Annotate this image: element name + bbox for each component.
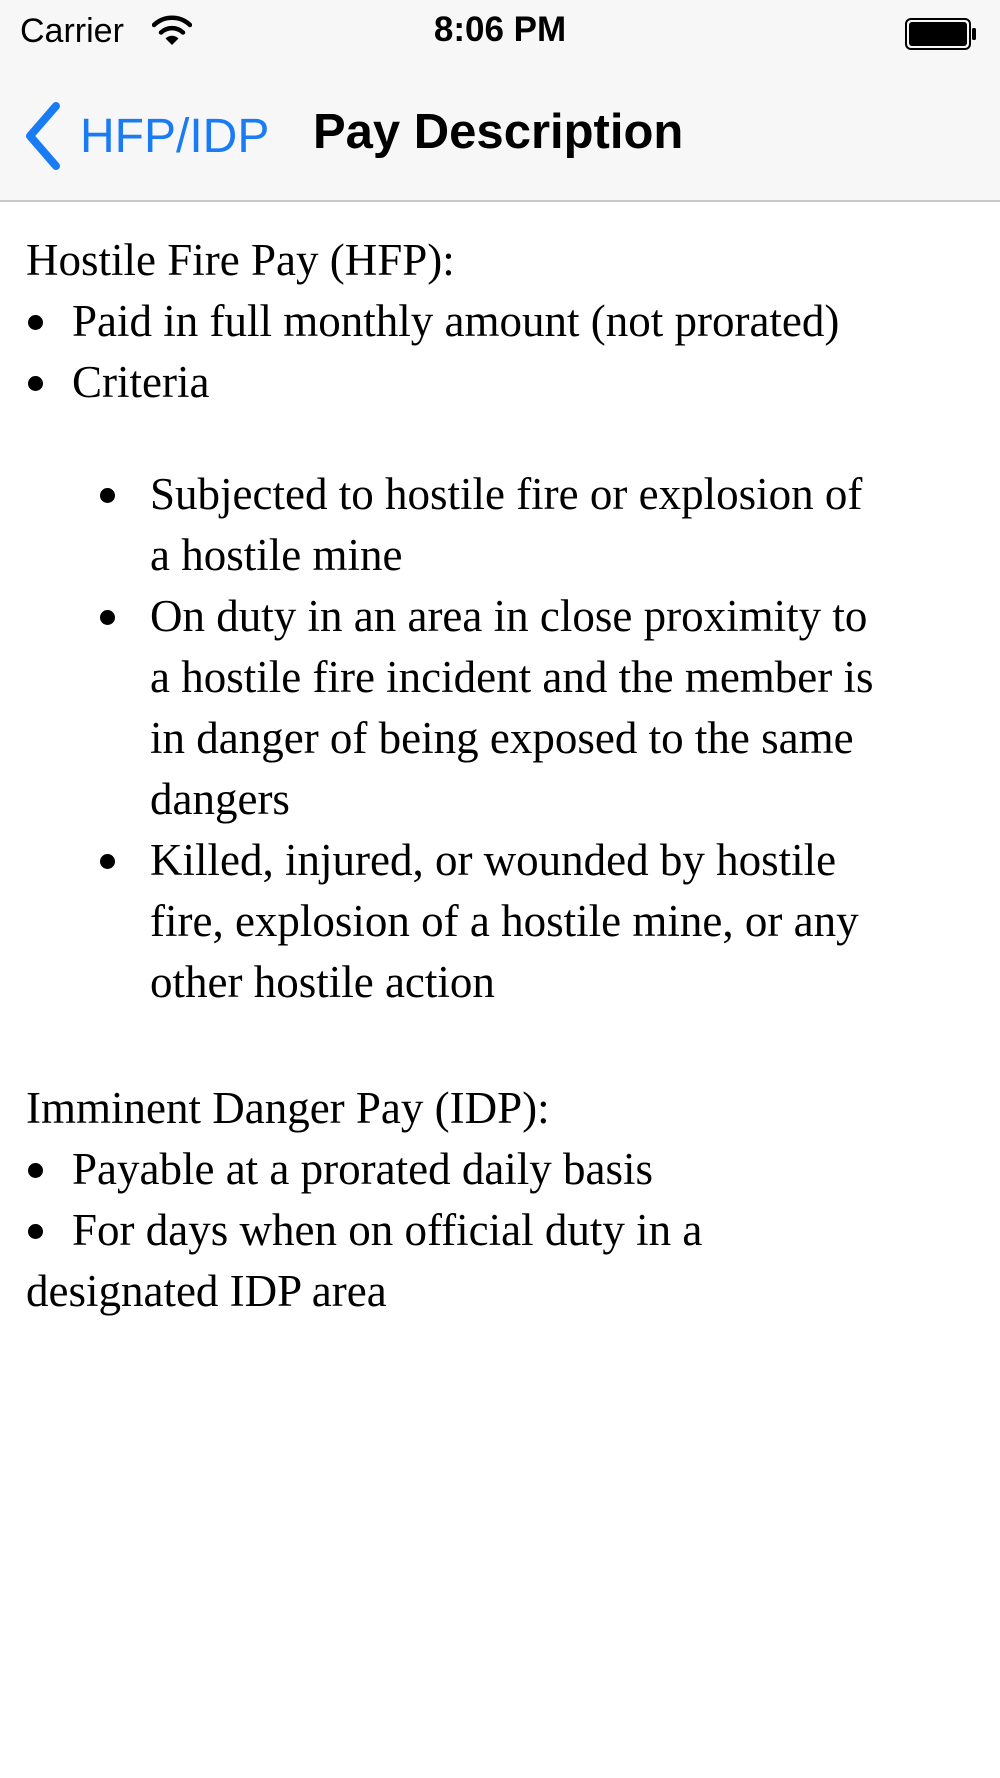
navigation-bar (0, 70, 1000, 202)
criteria-line: On duty in an area in close proximity to (150, 591, 868, 641)
chevron-left-icon (22, 100, 62, 172)
bullet-icon (28, 1224, 43, 1239)
status-bar (0, 0, 1000, 70)
criteria-line: Killed, injured, or wounded by hostile (150, 835, 837, 885)
status-time: 8:06 PM (433, 10, 567, 49)
bullet-icon (100, 854, 115, 869)
list-item-text: Paid in full monthly amount (not prorated) (72, 296, 840, 346)
bullet-icon (28, 376, 43, 391)
criteria-line: a hostile mine (150, 530, 403, 580)
hfp-heading: Hostile Fire Pay (HFP): (26, 235, 455, 285)
list-item-text-wrap: designated IDP area (26, 1266, 387, 1316)
battery-icon (905, 18, 977, 50)
criteria-line: fire, explosion of a hostile mine, or any (150, 896, 859, 946)
back-button[interactable] (22, 98, 269, 174)
criteria-line: Subjected to hostile fire or explosion of (150, 469, 863, 519)
bullet-icon (28, 1163, 43, 1178)
list-item-text: For days when on official duty in a (72, 1205, 703, 1255)
page-title: Pay Description (313, 105, 684, 159)
bullet-icon (100, 610, 115, 625)
criteria-line: dangers (150, 774, 290, 824)
back-button-label: HFP/IDP (80, 109, 270, 163)
list-item-text: Payable at a prorated daily basis (72, 1144, 654, 1194)
bullet-icon (100, 488, 115, 503)
idp-heading: Imminent Danger Pay (IDP): (26, 1083, 550, 1133)
criteria-line: in danger of being exposed to the same (150, 713, 854, 763)
criteria-line: other hostile action (150, 957, 495, 1007)
carrier-label: Carrier (20, 12, 124, 50)
bullet-icon (28, 315, 43, 330)
criteria-line: a hostile fire incident and the member is (150, 652, 874, 702)
list-item-text: Criteria (72, 357, 210, 407)
